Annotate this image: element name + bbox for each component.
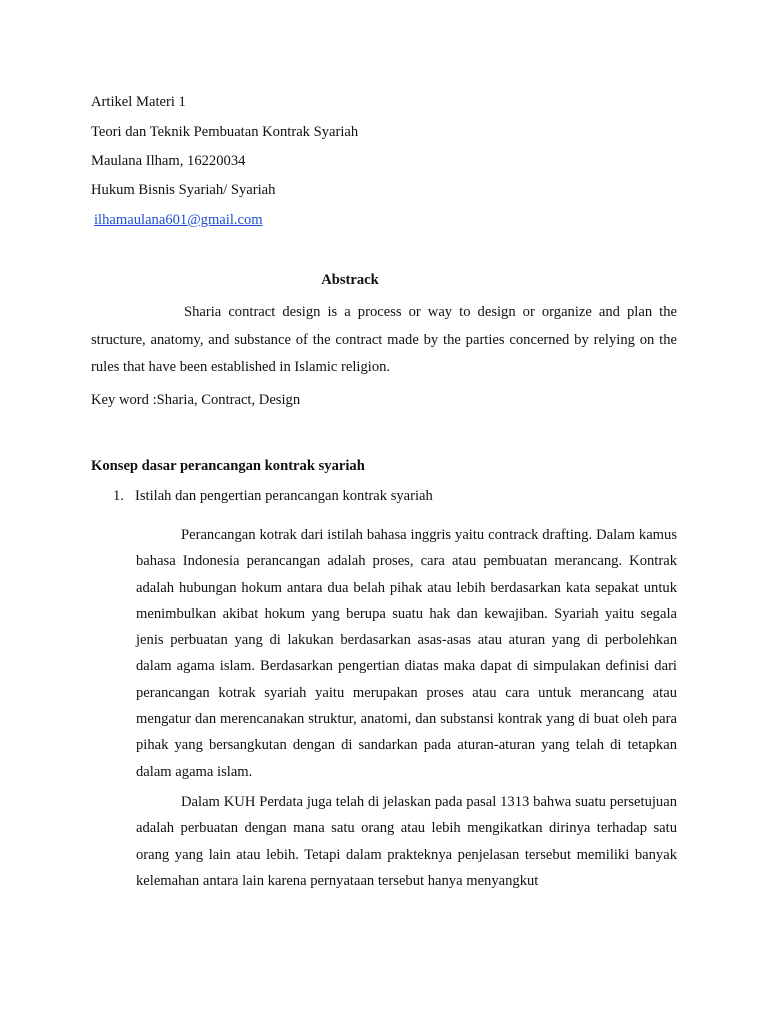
- list-item: [113, 487, 433, 505]
- author-email-link[interactable]: ilhamaulana601@gmail.com: [94, 212, 263, 228]
- abstract-body: Sharia contract design is a process or way to design or organize and plan the structure, anatomy, and substance of the contract made by the parties concerned by relying on the rules that have been established in Islamic religion.: [91, 304, 677, 375]
- program-name: Hukum Bisnis Syariah/ Syariah: [91, 182, 276, 198]
- section-heading: Konsep dasar perancangan kontrak syariah: [91, 458, 365, 474]
- list-item-title: Istilah dan pengertian perancangan kontrak syariah: [135, 488, 433, 504]
- author-name: Maulana Ilham, 16220034: [91, 153, 246, 169]
- list-item-number: 1.: [113, 488, 124, 504]
- keywords: Key word :Sharia, Contract, Design: [91, 392, 301, 408]
- body-paragraph-2: Dalam KUH Perdata juga telah di jelaskan pada pasal 1313 bahwa suatu persetujuan adalah perbuatan dengan mana satu orang atau lebih mengikatkan dirinya terhadap satu orang yang lain atau lebih. Tetapi dalam prakteknya penjelasan tersebut memiliki banyak kelemahan antara lain karena pernyataan tersebut hanya menyangkut: [136, 794, 677, 889]
- article-title: Teori dan Teknik Pembuatan Kontrak Syariah: [91, 124, 359, 140]
- article-label: Artikel Materi 1: [91, 94, 186, 110]
- abstract-title: Abstrack: [321, 272, 379, 288]
- body-paragraph-1: Perancangan kotrak dari istilah bahasa inggris yaitu contrack drafting. Dalam kamus bahasa Indonesia perancangan adalah proses, cara atau pembuatan merancang. Kontrak adalah hubungan hokum antara dua belah pihak atau lebih berdasarkan kata sepakat untuk menimbulkan akibat hokum yang berupa suatu hak dan kewajiban. Syariah yaitu segala jenis perbuatan yang di lakukan berdasarkan asas-asas atau aturan yang di perbolehkan dalam agama islam. Berdasarkan pengertian diatas maka dapat di simpulakan definisi dari perancangan kotrak syariah yaitu merupakan proses atau cara untuk merancang atau mengatur dan merencanakan struktur, anatomi, dan substansi kontrak yang di buat oleh para pihak yang bersangkutan dengan di sandarkan pada aturan-aturan yang telah di tetapkan dalam agama islam.: [136, 527, 677, 780]
